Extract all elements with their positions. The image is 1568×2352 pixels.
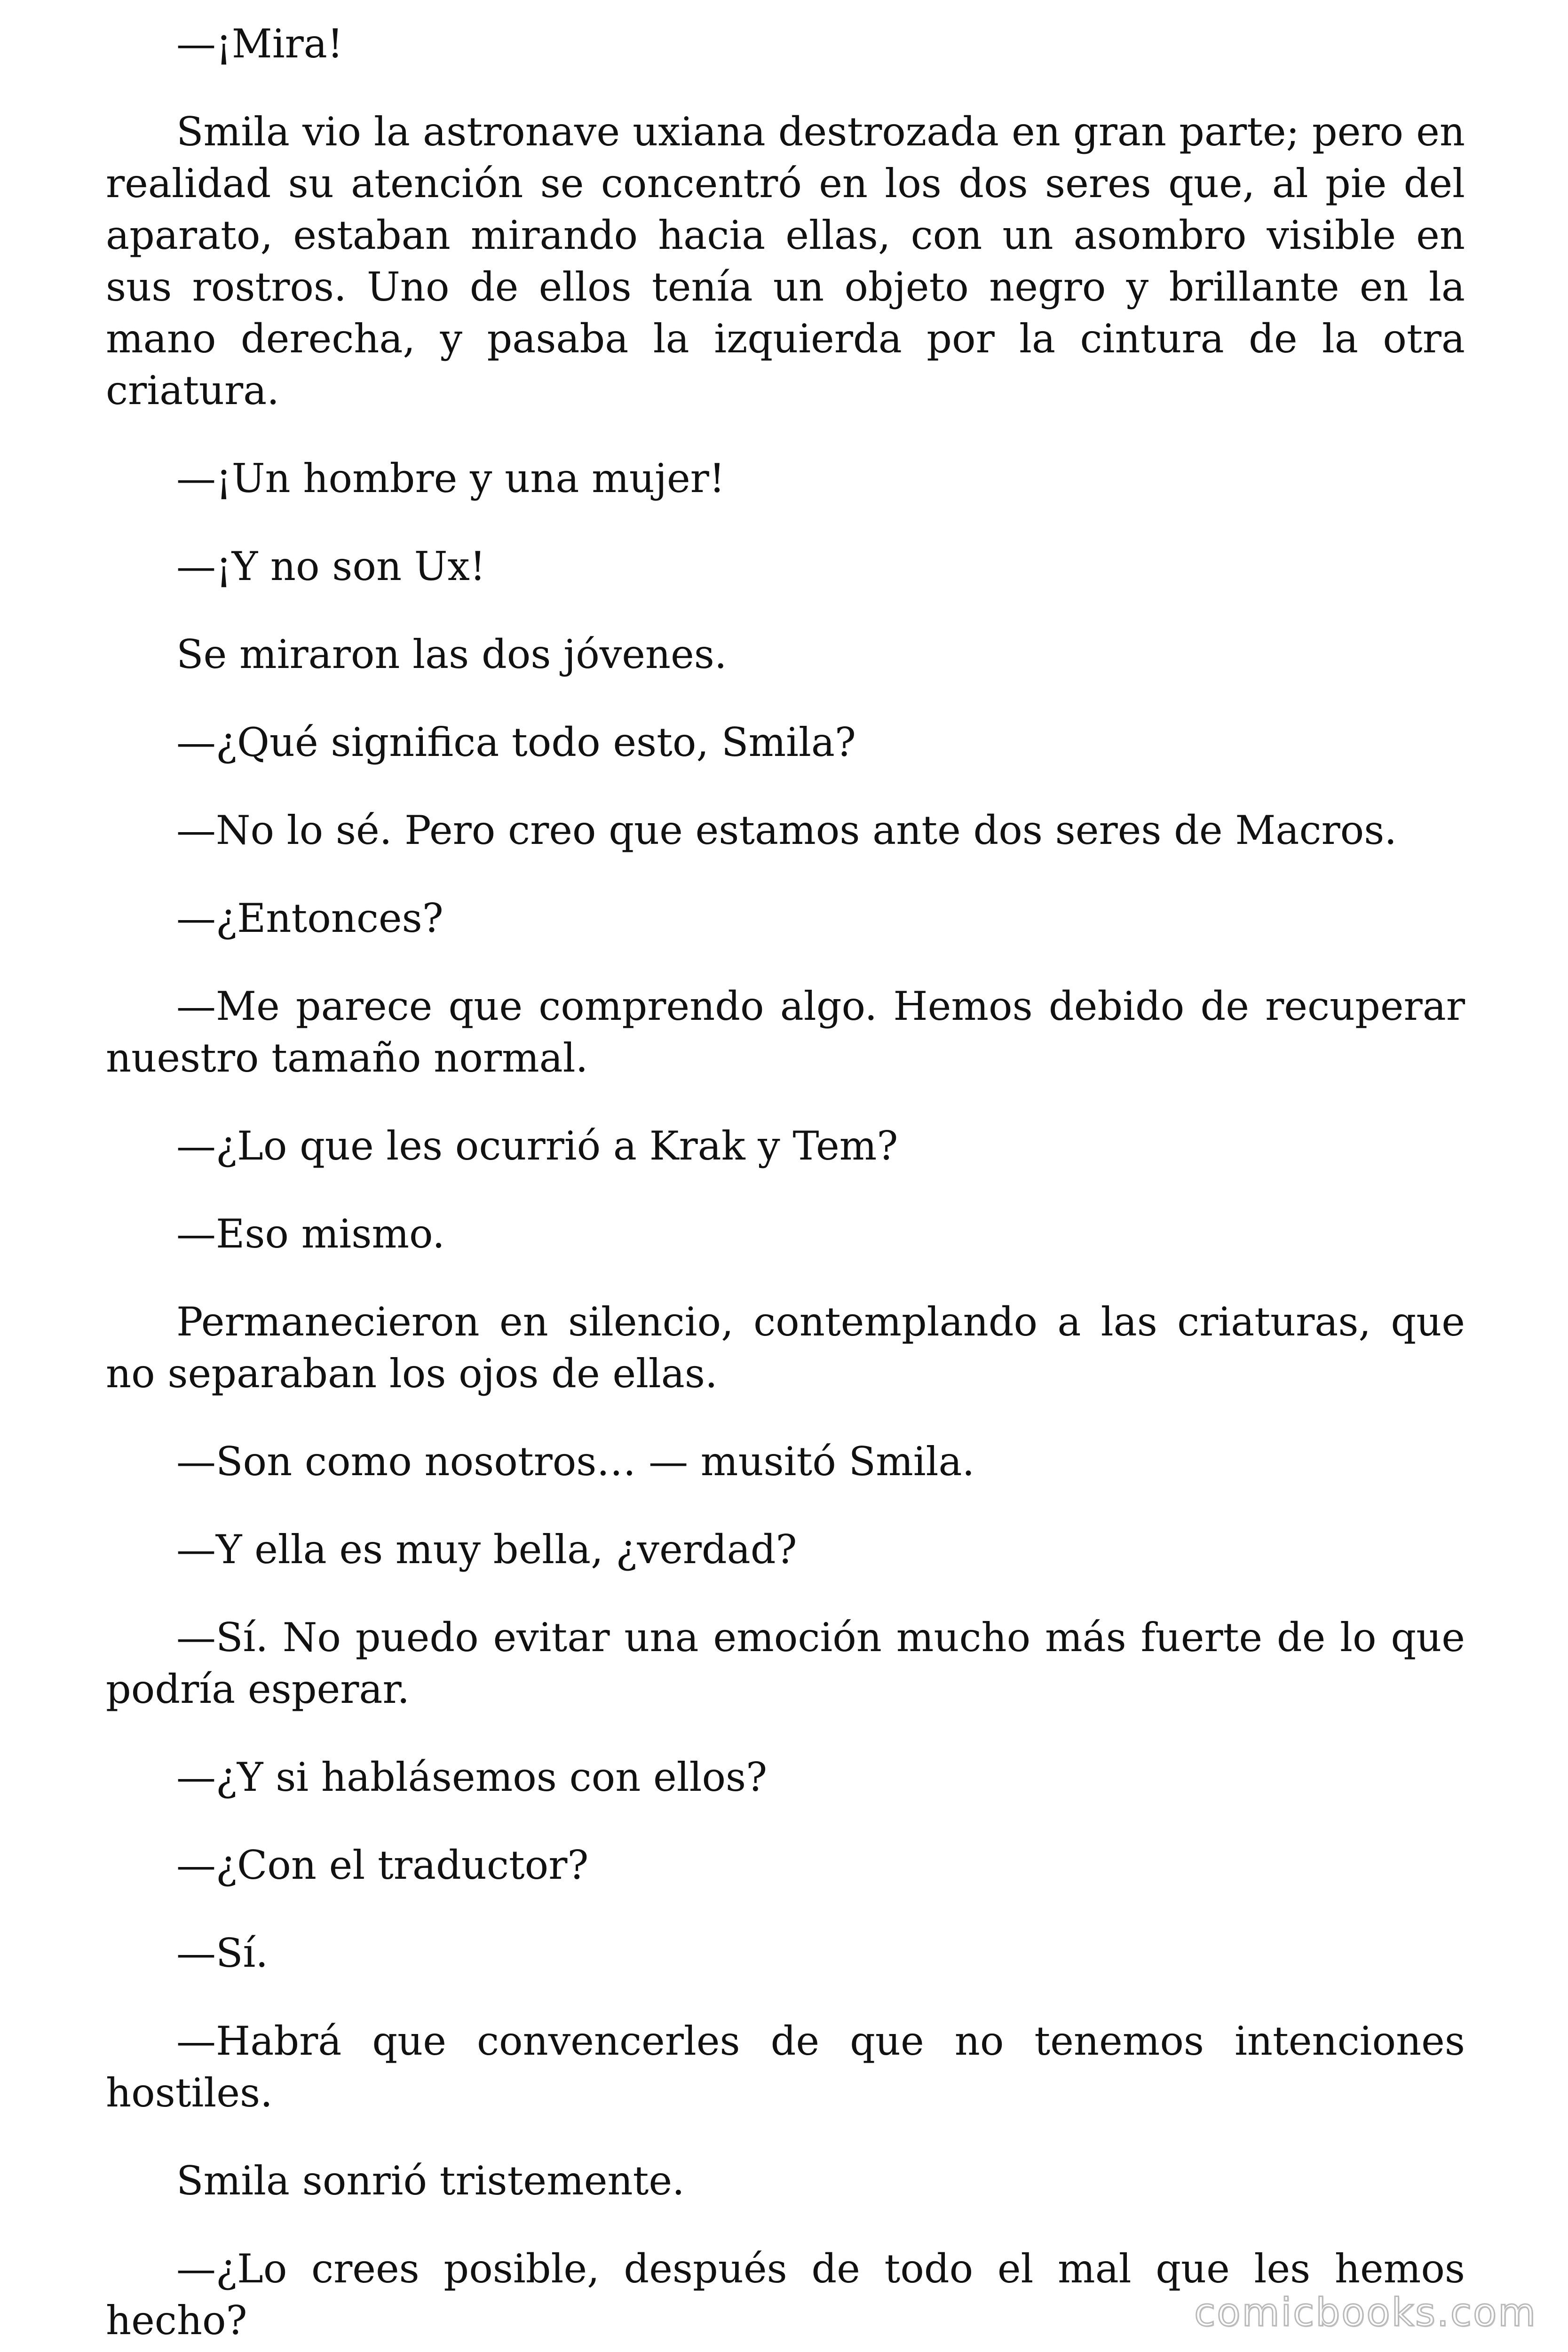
paragraph: —¡Un hombre y una mujer! <box>176 455 725 501</box>
paragraph: —Habrá que convencerles de que no tenemos intenciones hostiles. <box>106 2018 1465 2116</box>
paragraph: —¿Lo que les ocurrió a Krak y Tem? <box>176 1123 898 1169</box>
paragraph: —¿Lo crees posible, después de todo el mal que les hemos hecho? <box>106 2246 1465 2344</box>
paragraph: —¿Con el traductor? <box>176 1842 589 1888</box>
paragraph: Smila sonrió tristemente. <box>176 2158 685 2204</box>
paragraph: —Sí. No puedo evitar una emoción mucho más fuerte de lo que podría esperar. <box>106 1614 1465 1712</box>
paragraph: —¿Entonces? <box>176 895 443 941</box>
paragraph: —¿Qué significa todo esto, Smila? <box>176 719 856 765</box>
watermark: comicbooks.com <box>1194 2290 1537 2335</box>
paragraph: —Son como nosotros… — musitó Smila. <box>176 1438 975 1485</box>
paragraph: Permanecieron en silencio, contemplando a las criaturas, que no separaban los ojos de ellas. <box>106 1299 1465 1397</box>
paragraph: —Sí. <box>176 1930 269 1976</box>
paragraph: Se miraron las dos jóvenes. <box>176 631 727 677</box>
paragraph: —No lo sé. Pero creo que estamos ante dos seres de Macros. <box>176 807 1397 853</box>
paragraph: —Y ella es muy bella, ¿verdad? <box>176 1526 797 1573</box>
paragraph: Smila vio la astronave uxiana destrozada en gran parte; pero en realidad su atención se concentró en los dos seres que, al pie del aparato, estaban mirando hacia ellas, con un asombro visible en sus rostros. Uno de ellos tenía un objeto negro y brillante en la mano derecha, y pasaba la izquierda por la cintura de la otra criatura. <box>106 109 1465 413</box>
paragraph: —Eso mismo. <box>176 1211 445 1257</box>
paragraph: —¡Y no son Ux! <box>176 543 486 589</box>
page-body-text <box>106 18 1465 2352</box>
paragraph: —¡Mira! <box>176 21 343 67</box>
paragraph: —Me parece que comprendo algo. Hemos debido de recuperar nuestro tamaño normal. <box>106 983 1465 1081</box>
paragraph: —¿Y si hablásemos con ellos? <box>176 1754 768 1800</box>
